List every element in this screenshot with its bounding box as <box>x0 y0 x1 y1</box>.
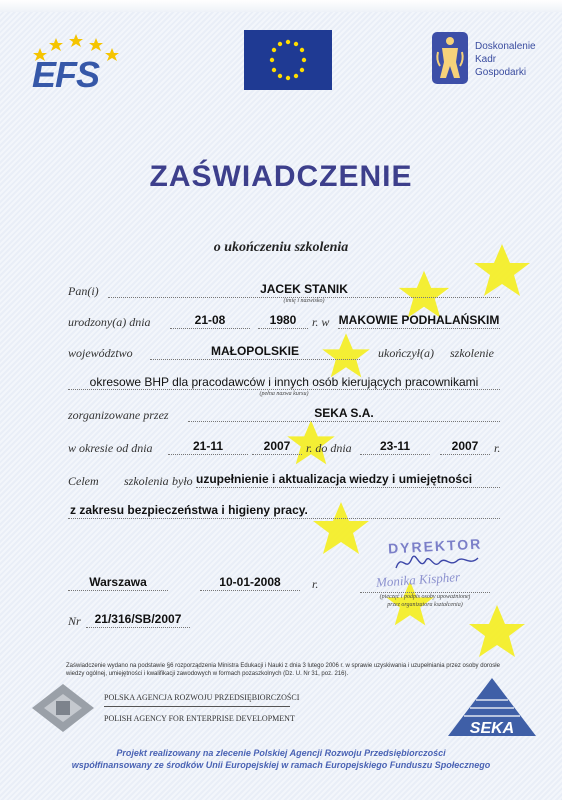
dkg-line-3: Gospodarki <box>475 67 527 78</box>
goal-line-2 <box>68 518 500 519</box>
legal-note: Zaświadczenie wydano na podstawie §6 rozporządzenia Ministra Edukacji i Nauki z dnia 3 lutego 2006 r. w sprawie uzyskiwania i uzupełniania przez osoby dorosłe wiedzy ogólnej, umiejętności i kwalifikacji zawodowych w formach pozaszkolnych (Dz. U. Nr 31, poz. 216). <box>66 663 500 677</box>
organizer-line <box>188 421 500 422</box>
from-year: 2007 <box>263 439 291 453</box>
born-place: MAKOWIE PODHALAŃSKIM <box>338 313 500 327</box>
born-year-line <box>258 328 308 329</box>
place-line <box>68 590 168 591</box>
organized-label: zorganizowane przez <box>68 408 169 422</box>
number-value: 21/316/SB/2007 <box>94 612 182 626</box>
name-hint: (imię i nazwisko) <box>283 298 325 304</box>
period-label: w okresie od dnia <box>68 441 153 455</box>
course-line <box>68 389 500 390</box>
signature-line <box>360 592 490 593</box>
name-value: JACEK STANIK <box>260 282 348 296</box>
goal-label-3: było <box>172 474 193 488</box>
born-day: 21-08 <box>194 313 226 327</box>
footer-line-1: Projekt realizowany na zlecenie Polskiej Agencji Rozwoju Przedsiębiorczości <box>116 748 446 758</box>
born-day-line <box>170 328 250 329</box>
issue-place: Warszawa <box>89 575 147 589</box>
stamp-name: Monika Kispher <box>375 569 461 590</box>
goal-line-1 <box>196 487 500 488</box>
from-year-line <box>252 454 302 455</box>
dkg-line-2: Kadr <box>475 54 497 65</box>
goal-text-2: z zakresu bezpieczeństwa i higieny pracy. <box>70 503 308 517</box>
province-label: województwo <box>68 346 133 360</box>
page-title: ZAŚWIADCZENIE <box>149 160 413 193</box>
from-day: 21-11 <box>192 439 224 453</box>
completed-label: ukończył(a) <box>378 346 434 360</box>
born-in-label: r. w <box>312 315 330 329</box>
dkg-line-1: Doskonalenie <box>475 41 536 52</box>
footer-line-2: współfinansowany ze środków Unii Europejskiej w ramach Europejskiego Funduszu Społecznego <box>71 760 491 770</box>
goal-label-1: Celem <box>68 474 99 488</box>
goal-text-1: uzupełnienie i aktualizacja wiedzy i umiejętności <box>196 472 473 486</box>
issue-date-suffix: r. <box>312 577 319 591</box>
training-label: szkolenie <box>450 346 494 360</box>
to-label: r. do dnia <box>306 441 352 455</box>
efs-logo-text: EFS <box>32 54 100 95</box>
agency-divider <box>104 706 290 707</box>
stamp-title: DYREKTOR <box>387 535 483 557</box>
number-line <box>86 627 190 628</box>
issue-date: 10-01-2008 <box>219 575 281 589</box>
goal-label-2: szkolenia <box>124 474 169 488</box>
signature-hint-1: (pieczęć i podpis osoby upoważnionej <box>379 594 471 600</box>
course-name: okresowe BHP dla pracodawców i innych osób kierujących pracownikami <box>89 375 479 389</box>
number-label: Nr <box>68 614 81 628</box>
seka-logo-text: SEKA <box>469 720 515 737</box>
parp-logo-icon <box>30 682 96 734</box>
to-year-line <box>440 454 490 455</box>
organizer-value: SEKA S.A. <box>314 406 374 420</box>
year-suffix: r. <box>494 441 501 455</box>
province-line <box>150 359 360 360</box>
course-hint: (pełna nazwa kursu) <box>259 391 309 397</box>
to-year: 2007 <box>451 439 479 453</box>
name-label: Pan(i) <box>68 284 99 298</box>
born-label: urodzony(a) dnia <box>68 315 151 329</box>
seka-logo-icon <box>446 676 538 738</box>
to-day-line <box>360 454 430 455</box>
date-line <box>200 590 300 591</box>
province-value: MAŁOPOLSKIE <box>210 344 299 358</box>
signature-hint-2: przez organizatora kształcenia) <box>387 602 463 608</box>
born-year: 1980 <box>269 313 297 327</box>
page-subtitle: o ukończeniu szkolenia <box>213 240 349 255</box>
agency-name-pl: POLSKA AGENCJA ROZWOJU PRZEDSIĘBIORCZOŚCI <box>104 693 300 702</box>
born-place-line <box>338 328 500 329</box>
agency-name-en: POLISH AGENCY FOR ENTERPRISE DEVELOPMENT <box>104 714 295 723</box>
from-day-line <box>168 454 248 455</box>
to-day: 23-11 <box>379 439 411 453</box>
